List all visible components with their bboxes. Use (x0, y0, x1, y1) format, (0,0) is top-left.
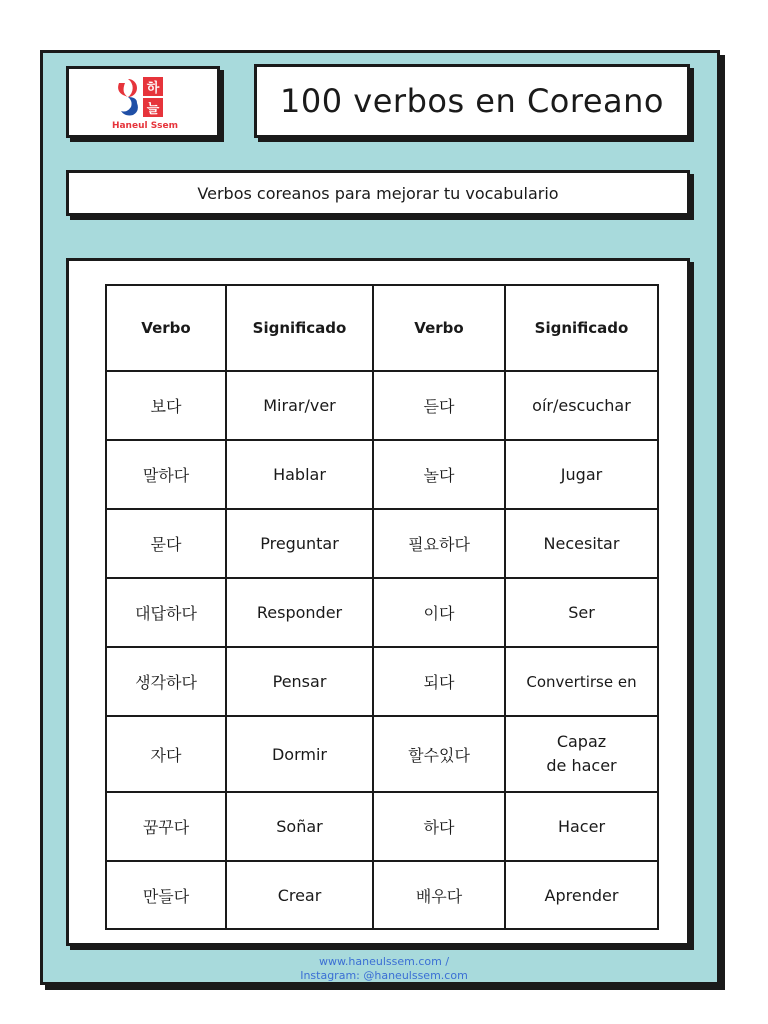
cell-meaning: Dormir (226, 716, 373, 792)
verbs-table (105, 284, 659, 930)
cell-meaning: Jugar (505, 440, 658, 509)
cell-meaning: Soñar (226, 792, 373, 861)
logo-name: Haneul Ssem (111, 121, 179, 131)
table-header-row (106, 285, 658, 371)
cell-meaning: Hacer (505, 792, 658, 861)
table-row (106, 509, 658, 578)
table-row (106, 647, 658, 716)
table-row (106, 861, 658, 929)
cell-meaning: Aprender (505, 861, 658, 929)
cell-meaning: Necesitar (505, 509, 658, 578)
cell-meaning: Ser (505, 578, 658, 647)
cell-verb: 이다 (373, 578, 505, 647)
taegeuk-icon (115, 77, 141, 117)
footer-instagram-link[interactable]: Instagram: @haneulssem.com (300, 969, 468, 982)
cell-meaning: Capaz de hacer (505, 716, 658, 792)
cell-verb: 놀다 (373, 440, 505, 509)
cell-verb: 대답하다 (106, 578, 226, 647)
cell-meaning: Preguntar (226, 509, 373, 578)
cell-verb: 되다 (373, 647, 505, 716)
logo-card (66, 66, 220, 138)
table-row (106, 716, 658, 792)
cell-verb: 하다 (373, 792, 505, 861)
logo-tile-top: 하 (143, 77, 163, 96)
cell-meaning: Hablar (226, 440, 373, 509)
logo (111, 75, 179, 133)
cell-meaning: Responder (226, 578, 373, 647)
cell-verb: 만들다 (106, 861, 226, 929)
cell-meaning: Mirar/ver (226, 371, 373, 440)
cell-verb: 필요하다 (373, 509, 505, 578)
table-row (106, 792, 658, 861)
page-subtitle: Verbos coreanos para mejorar tu vocabulario (197, 183, 559, 203)
cell-verb: 꿈꾸다 (106, 792, 226, 861)
cell-meaning: oír/escuchar (505, 371, 658, 440)
cell-verb: 듣다 (373, 371, 505, 440)
cell-meaning: Crear (226, 861, 373, 929)
cell-verb: 자다 (106, 716, 226, 792)
table-row (106, 578, 658, 647)
table-row (106, 371, 658, 440)
cell-meaning: Pensar (226, 647, 373, 716)
header-meaning-1: Significado (226, 285, 373, 371)
cell-verb: 보다 (106, 371, 226, 440)
cell-verb: 묻다 (106, 509, 226, 578)
subtitle-card (66, 170, 690, 216)
logo-tile-bottom: 늘 (143, 98, 163, 117)
footer-website-link[interactable]: www.haneulssem.com / (318, 955, 450, 968)
logo-tiles (143, 77, 165, 119)
page-title: 100 verbos en Coreano (280, 82, 664, 120)
table-row (106, 440, 658, 509)
cell-verb: 말하다 (106, 440, 226, 509)
cell-verb: 생각하다 (106, 647, 226, 716)
cell-meaning: Convertirse en (505, 647, 658, 716)
header-meaning-2: Significado (505, 285, 658, 371)
cell-verb: 할수있다 (373, 716, 505, 792)
title-card (254, 64, 690, 138)
cell-verb: 배우다 (373, 861, 505, 929)
header-verb-2: Verbo (373, 285, 505, 371)
header-verb-1: Verbo (106, 285, 226, 371)
